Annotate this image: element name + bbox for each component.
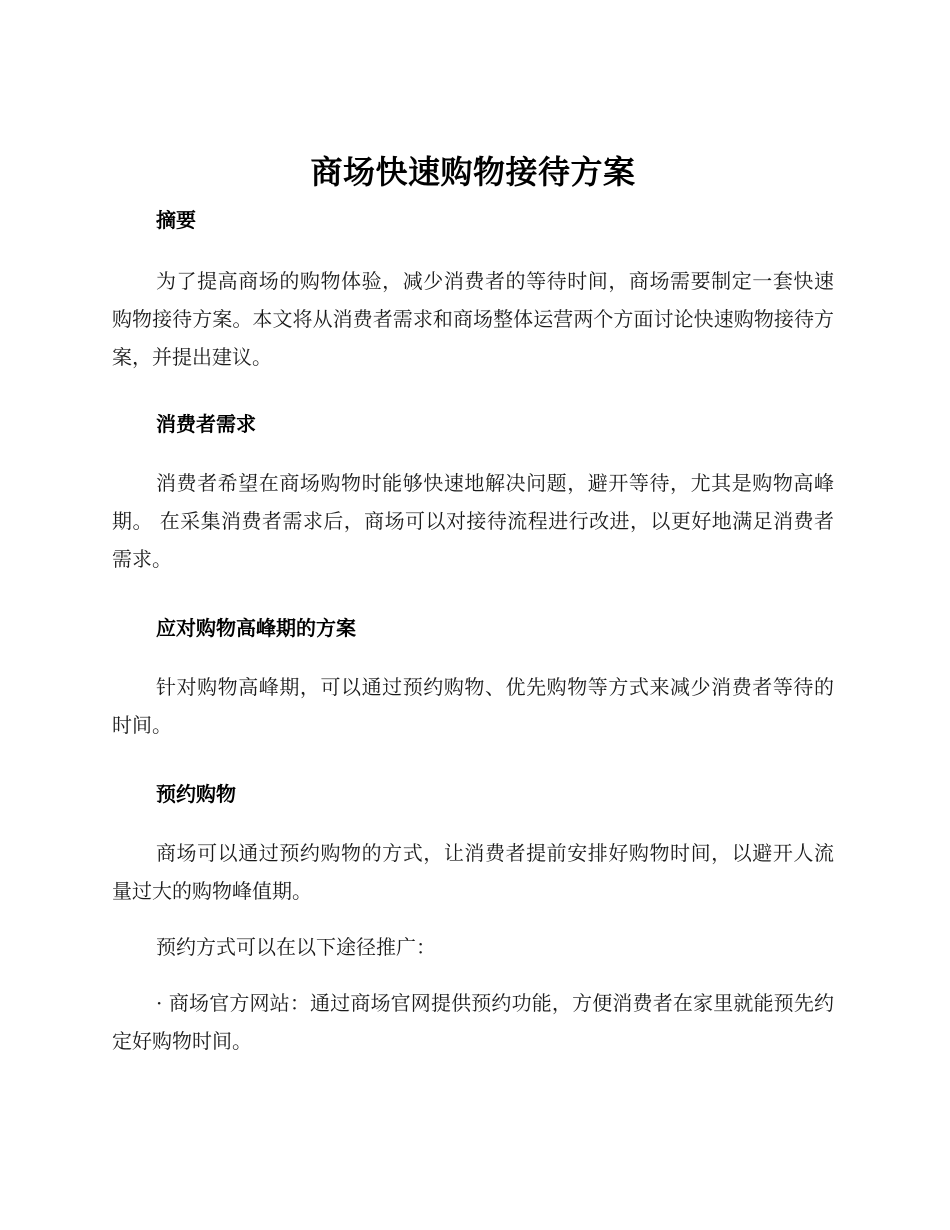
document-title: 商场快速购物接待方案 <box>310 153 636 191</box>
document-body <box>112 150 834 1060</box>
section-heading-reservation: 预约购物 <box>156 782 236 806</box>
paragraph-abstract: 为了提高商场的购物体验，减少消费者的等待时间，商场需要制定一套快速购物接待方案。本文将从消费者需求和商场整体运营两个方面讨论快速购物接待方案，并提出建议。 <box>112 269 834 369</box>
paragraph-consumer-needs: 消费者希望在商场购物时能够快速地解决问题，避开等待，尤其是购物高峰期。 在采集消费者需求后，商场可以对接待流程进行改进，以更好地满足消费者需求。 <box>112 471 834 571</box>
section-heading-consumer-needs: 消费者需求 <box>156 412 256 436</box>
paragraph-reservation: 商场可以通过预约购物的方式，让消费者提前安排好购物时间，以避开人流量过大的购物峰值期。 <box>112 841 834 903</box>
section-heading-abstract: 摘要 <box>156 208 196 232</box>
paragraph-peak-plan: 针对购物高峰期，可以通过预约购物、优先购物等方式来减少消费者等待的时间。 <box>112 675 834 737</box>
list-item-official-website: · 商场官方网站：通过商场官网提供预约功能，方便消费者在家里就能预先约定好购物时间。 <box>112 991 834 1053</box>
section-heading-peak-plan: 应对购物高峰期的方案 <box>156 616 356 640</box>
paragraph-reservation-methods: 预约方式可以在以下途径推广： <box>156 935 436 959</box>
